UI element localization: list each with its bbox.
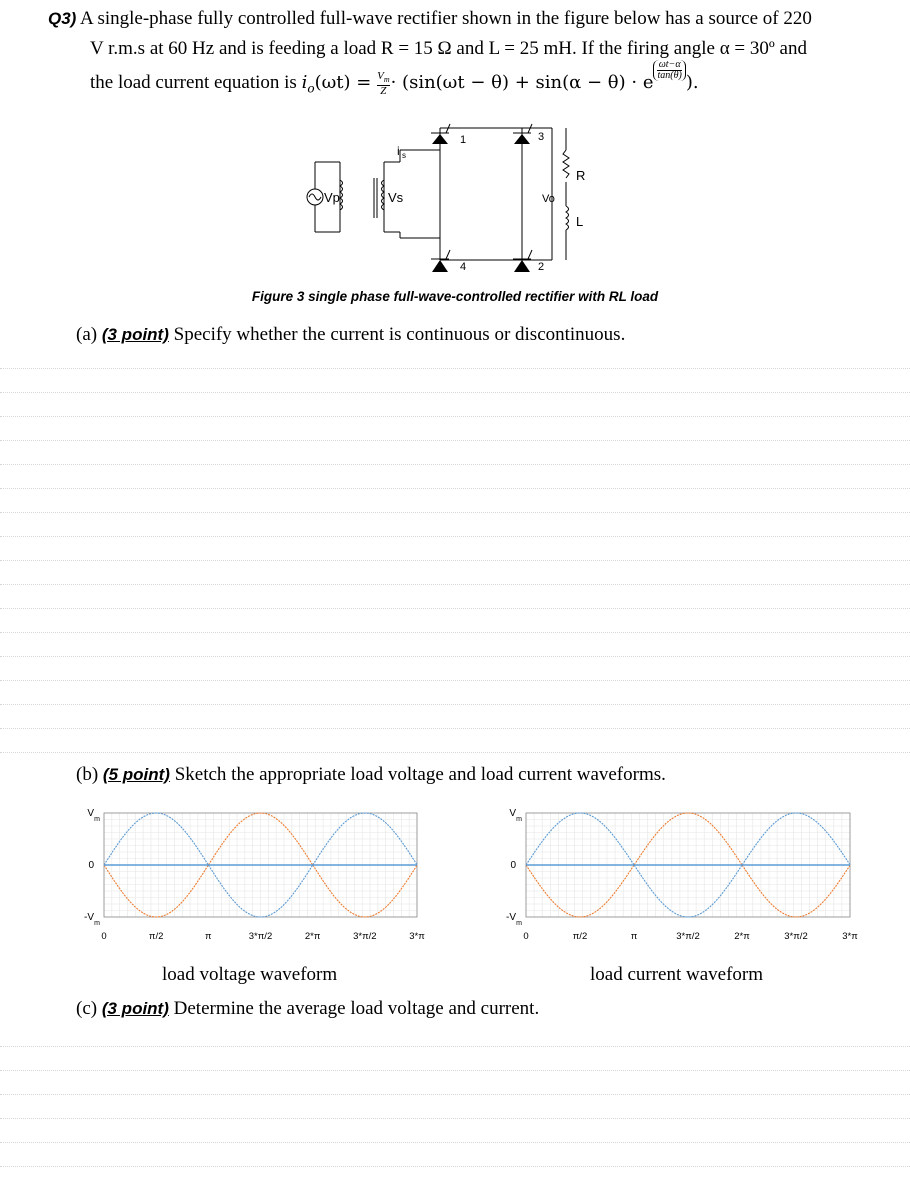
x-tick-label: π/2	[572, 931, 588, 942]
x-tick-label: 2*π	[304, 931, 321, 942]
eq-num: V	[377, 69, 384, 82]
exp-num: ωt−α	[658, 59, 681, 70]
thyristor-3-label: 3	[538, 131, 545, 143]
y-tick-sub: m	[516, 816, 522, 823]
current-sub: s	[402, 151, 406, 160]
x-tick-label: π	[630, 931, 638, 942]
eq-arg: (ωt) =	[314, 72, 372, 93]
y-tick-label: -V	[506, 912, 516, 923]
thyristor-4-label: 4	[460, 261, 467, 273]
exp-den: tan(θ)	[657, 70, 682, 81]
part-a-points: (3 point)	[101, 325, 169, 344]
eq-den: Z	[380, 84, 387, 97]
x-tick-label: π/2	[148, 931, 164, 942]
inductor-icon	[566, 206, 569, 230]
x-tick-label: 3*π	[842, 931, 858, 942]
eq-fraction	[377, 71, 390, 97]
load-voltage-chart[interactable]	[60, 805, 440, 955]
part-c	[76, 996, 539, 1022]
thyristor-1-icon	[432, 134, 448, 144]
part-a-text: Specify whether the current is continuous or discontinuous.	[173, 324, 626, 345]
part-b-text: Sketch the appropriate load voltage and load current waveforms.	[174, 764, 666, 785]
secondary-label: Vs	[388, 190, 404, 205]
resistor-icon	[563, 150, 569, 178]
question-line-2: V r.m.s at 60 Hz and is feeding a load R = 15 Ω and L = 25 mH. If the firing angle α = 30º and	[90, 38, 807, 59]
y-tick-label: -V	[84, 912, 94, 923]
eq-lhs: i	[301, 72, 308, 93]
y-tick-label: V	[509, 808, 516, 819]
part-c-label: (c)	[76, 998, 98, 1019]
thyristor-1-label: 1	[460, 134, 467, 146]
eq-sub: o	[307, 81, 315, 96]
y-tick-sub: m	[94, 816, 100, 823]
y-tick-sub: m	[94, 920, 100, 927]
equation-prefix: the load current equation is	[90, 72, 297, 93]
vo-label: Vo	[542, 193, 555, 205]
thyristor-2-label: 2	[538, 261, 545, 273]
x-tick-label: π	[205, 931, 212, 942]
current-label: i	[397, 144, 400, 158]
thyristor-3-icon	[514, 134, 530, 144]
part-c-text: Determine the average load voltage and current.	[173, 998, 540, 1019]
l-label: L	[576, 214, 584, 229]
x-tick-label: 0	[523, 931, 529, 942]
y-tick-sub: m	[516, 920, 522, 927]
y-tick-label: 0	[88, 860, 94, 871]
y-tick-label: 0	[510, 860, 516, 871]
y-tick-label: V	[87, 808, 94, 819]
part-c-points: (3 point)	[101, 999, 169, 1018]
x-tick-label: 2*π	[734, 931, 750, 942]
x-tick-label: 3*π/2	[676, 931, 700, 942]
rectifier-circuit-diagram	[280, 110, 610, 285]
x-tick-label: 3*π	[409, 931, 425, 942]
part-b-points: (5 point)	[102, 765, 170, 784]
source-label: Vp	[324, 190, 340, 205]
part-b	[76, 762, 666, 788]
x-tick-label: 3*π/2	[353, 931, 377, 942]
thyristor-2-icon	[514, 260, 530, 272]
figure-caption: Figure 3 single phase full-wave-controlled rectifier with RL load	[251, 289, 659, 304]
x-tick-label: 3*π/2	[784, 931, 808, 942]
part-a	[76, 322, 625, 348]
question-label: Q3)	[48, 9, 77, 28]
eq-end: ).	[685, 72, 699, 93]
thyristor-4-icon	[432, 260, 448, 272]
x-tick-label: 0	[101, 931, 107, 942]
voltage-chart-caption: load voltage waveform	[162, 964, 338, 985]
x-tick-label: 3*π/2	[248, 931, 273, 942]
r-label: R	[576, 168, 586, 183]
question-text-1: A single-phase fully controlled full-wave rectifier shown in the figure below has a source of 220	[80, 8, 812, 29]
eq-exponent	[653, 60, 685, 81]
eq-num-sub: m	[383, 74, 390, 84]
part-b-label: (b)	[76, 764, 99, 785]
eq-body: · (sin(ωt − θ) + sin(α − θ) · e	[390, 72, 654, 93]
load-current-chart[interactable]	[480, 805, 880, 955]
current-chart-caption: load current waveform	[590, 964, 764, 985]
question-line-1	[48, 6, 898, 32]
part-a-label: (a)	[76, 324, 98, 345]
